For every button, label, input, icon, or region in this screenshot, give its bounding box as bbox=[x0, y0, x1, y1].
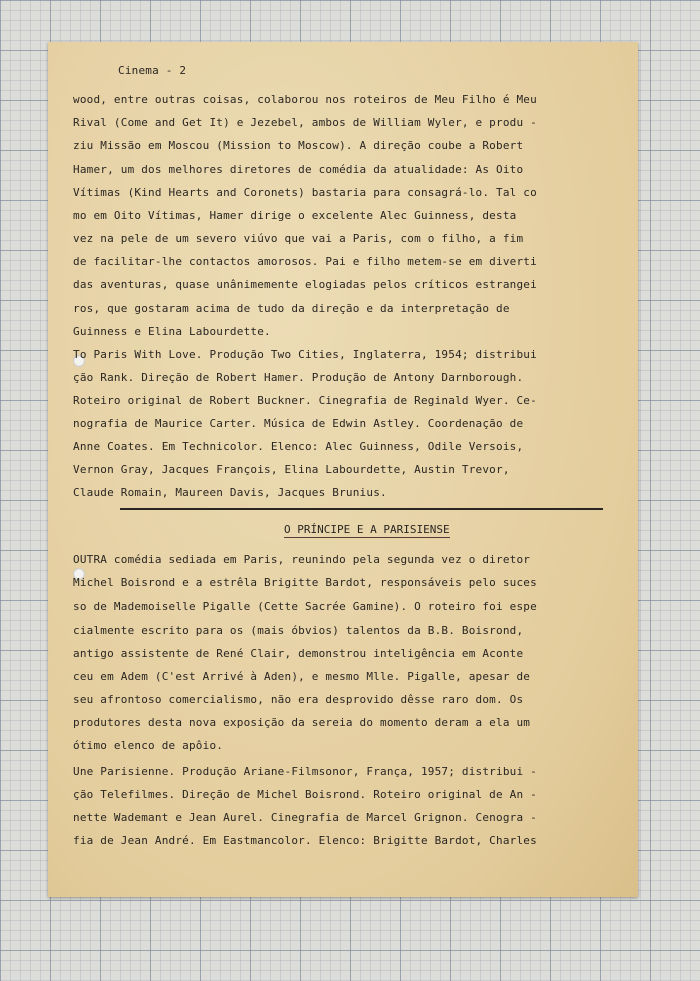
credits-line: Anne Coates. Em Technicolor. Elenco: Alec Guinness, Odile Versois, bbox=[73, 440, 524, 453]
text-line: produtores desta nova exposição da sereia do momento deram a ela um bbox=[73, 716, 531, 729]
text-line: ros, que gostaram acima de tudo da direção e da interpretação de bbox=[73, 302, 510, 315]
text-line: cialmente escrito para os (mais óbvios) talentos da B.B. Boisrond, bbox=[73, 624, 524, 637]
text-line: OUTRA comédia sediada em Paris, reunindo pela segunda vez o diretor bbox=[73, 553, 531, 566]
credits-line: To Paris With Love. Produção Two Cities, Inglaterra, 1954; distribui bbox=[73, 348, 537, 361]
credits-line: nografia de Maurice Carter. Música de Edwin Astley. Coordenação de bbox=[73, 417, 524, 430]
text-line: so de Mademoiselle Pigalle (Cette Sacrée Gamine). O roteiro foi espe bbox=[73, 600, 537, 613]
text-line: Guinness e Elina Labourdette. bbox=[73, 325, 271, 338]
credits-line: ção Telefilmes. Direção de Michel Boisrond. Roteiro original de An - bbox=[73, 788, 537, 801]
credits-line: nette Wademant e Jean Aurel. Cinegrafia de Marcel Grignon. Cenogra - bbox=[73, 811, 537, 824]
credits-line: Vernon Gray, Jacques François, Elina Labourdette, Austin Trevor, bbox=[73, 463, 510, 476]
text-line: Hamer, um dos melhores diretores de comédia da atualidade: As Oito bbox=[73, 163, 524, 176]
section-divider bbox=[120, 508, 603, 510]
text-line: ziu Missão em Moscou (Mission to Moscow). A direção coube a Robert bbox=[73, 139, 524, 152]
text-line: wood, entre outras coisas, colaborou nos roteiros de Meu Filho é Meu bbox=[73, 93, 537, 106]
credits-line: Une Parisienne. Produção Ariane-Filmsonor, França, 1957; distribui - bbox=[73, 765, 537, 778]
section-title: O PRÍNCIPE E A PARISIENSE bbox=[284, 523, 450, 536]
text-line: ótimo elenco de apôio. bbox=[73, 739, 224, 752]
credits-line: Claude Romain, Maureen Davis, Jacques Brunius. bbox=[73, 486, 387, 499]
credits-line: ção Rank. Direção de Robert Hamer. Produção de Antony Darnborough. bbox=[73, 371, 524, 384]
text-line: de facilitar-lhe contactos amorosos. Pai e filho metem-se em diverti bbox=[73, 255, 537, 268]
page-header: Cinema - 2 bbox=[118, 64, 187, 77]
text-line: Rival (Come and Get It) e Jezebel, ambos de William Wyler, e produ - bbox=[73, 116, 537, 129]
text-line: das aventuras, quase unânimemente elogiadas pelos críticos estrangei bbox=[73, 278, 537, 291]
credits-line: Roteiro original de Robert Buckner. Cinegrafia de Reginald Wyer. Ce- bbox=[73, 394, 537, 407]
credits-line: fia de Jean André. Em Eastmancolor. Elenco: Brigitte Bardot, Charles bbox=[73, 834, 537, 847]
text-line: Michel Boisrond e a estrêla Brigitte Bardot, responsáveis pelo suces bbox=[73, 576, 537, 589]
text-line: seu afrontoso comercialismo, não era desprovido dêsse raro dom. Os bbox=[73, 693, 524, 706]
text-line: ceu em Adem (C'est Arrivé à Aden), e mesmo Mlle. Pigalle, apesar de bbox=[73, 670, 531, 683]
text-line: antigo assistente de René Clair, demonstrou inteligência em Aconte bbox=[73, 647, 524, 660]
text-line: Vítimas (Kind Hearts and Coronets) bastaria para consagrá-lo. Tal co bbox=[73, 186, 537, 199]
text-line: mo em Oito Vítimas, Hamer dirige o excelente Alec Guinness, desta bbox=[73, 209, 517, 222]
text-line: vez na pele de um severo viúvo que vai a Paris, com o filho, a fim bbox=[73, 232, 524, 245]
